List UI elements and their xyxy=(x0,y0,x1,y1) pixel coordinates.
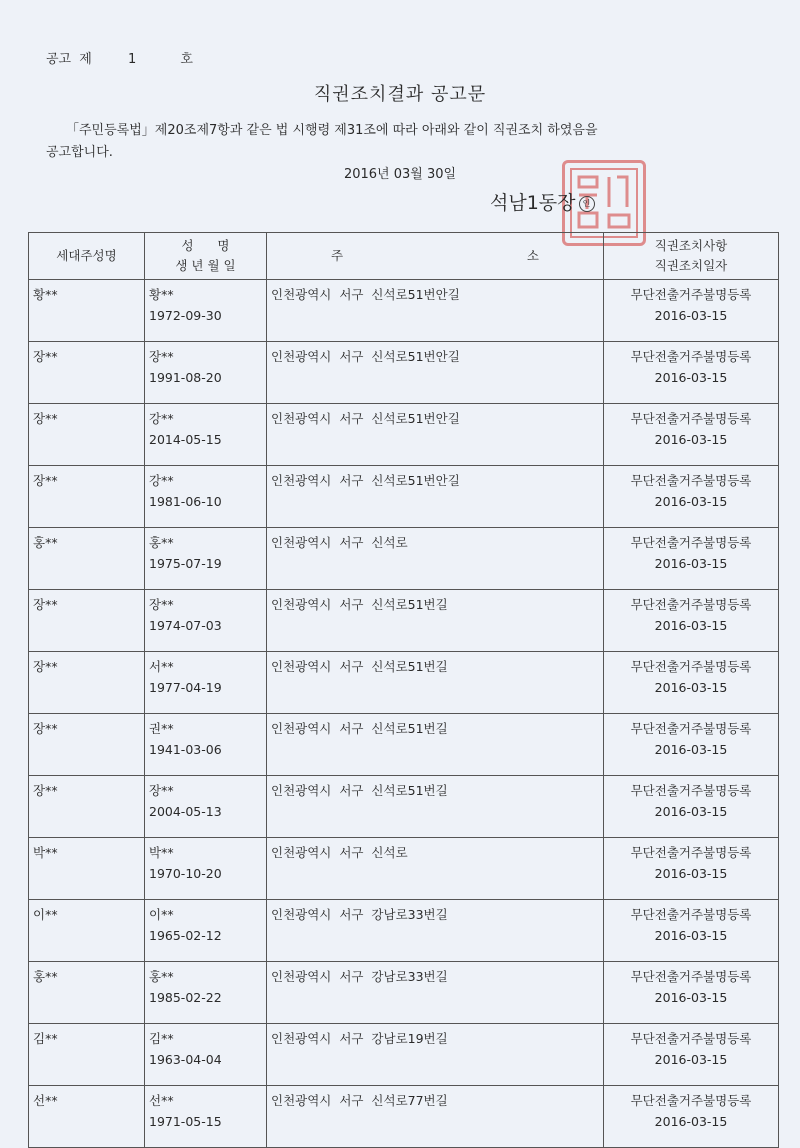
birth-date: 1970-10-20 xyxy=(149,866,222,881)
member-name: 홍** xyxy=(149,969,174,984)
action-item: 무단전출거주불명등록 xyxy=(630,597,752,612)
birth-date: 1963-04-04 xyxy=(149,1052,222,1067)
action-cell xyxy=(604,466,779,528)
header-household: 세대주성명 xyxy=(29,233,145,280)
household-name: 김** xyxy=(33,1031,58,1046)
header-address-right: 소 xyxy=(526,248,539,263)
household-name: 장** xyxy=(33,721,58,736)
household-name: 선** xyxy=(33,1093,58,1108)
notice-date: 2016년 03월 30일 xyxy=(343,167,457,182)
table-row xyxy=(29,404,779,466)
header-address-left: 주 xyxy=(331,248,344,263)
member-name: 강** xyxy=(149,473,174,488)
address-text: 인천광역시 서구 신석로51번안길 xyxy=(271,411,460,426)
notice-number: 1 xyxy=(127,52,137,67)
action-date: 2016-03-15 xyxy=(654,742,728,757)
action-cell xyxy=(604,776,779,838)
header-action-date: 직권조치일자 xyxy=(654,258,728,273)
household-cell xyxy=(29,342,145,404)
header-name: 성 명 xyxy=(181,238,230,253)
member-name: 장** xyxy=(149,783,174,798)
action-item: 무단전출거주불명등록 xyxy=(630,349,752,364)
action-item: 무단전출거주불명등록 xyxy=(630,287,752,302)
address-text: 인천광역시 서구 신석로51번안길 xyxy=(271,349,460,364)
name-birth-cell xyxy=(145,590,267,652)
birth-date: 1985-02-22 xyxy=(149,990,222,1005)
header-birth: 생 년 월 일 xyxy=(175,258,236,273)
action-item: 무단전출거주불명등록 xyxy=(630,1031,752,1046)
member-name: 서** xyxy=(149,659,174,674)
action-date: 2016-03-15 xyxy=(654,680,728,695)
address-cell xyxy=(267,280,604,342)
address-cell xyxy=(267,590,604,652)
table-row xyxy=(29,962,779,1024)
address-text: 인천광역시 서구 신석로51번길 xyxy=(271,597,448,612)
table-row xyxy=(29,838,779,900)
header-address xyxy=(267,233,604,280)
table-row xyxy=(29,1086,779,1148)
household-cell xyxy=(29,1024,145,1086)
action-date: 2016-03-15 xyxy=(654,370,728,385)
action-cell xyxy=(604,838,779,900)
address-text: 인천광역시 서구 신석로51번길 xyxy=(271,659,448,674)
action-item: 무단전출거주불명등록 xyxy=(630,907,752,922)
action-cell xyxy=(604,1024,779,1086)
table-row xyxy=(29,776,779,838)
household-cell xyxy=(29,1086,145,1148)
table-row xyxy=(29,590,779,652)
address-cell xyxy=(267,962,604,1024)
address-text: 인천광역시 서구 강남로33번길 xyxy=(271,969,448,984)
member-name: 김** xyxy=(149,1031,174,1046)
name-birth-cell xyxy=(145,714,267,776)
member-name: 선** xyxy=(149,1093,174,1108)
household-name: 박** xyxy=(33,845,58,860)
address-cell xyxy=(267,838,604,900)
notice-body-line1: 「주민등록법」제20조제7항과 같은 법 시행령 제31조에 따라 아래와 같이 직권조치 하였음을 xyxy=(66,123,598,138)
name-birth-cell xyxy=(145,776,267,838)
household-name: 장** xyxy=(33,349,58,364)
action-date: 2016-03-15 xyxy=(654,990,728,1005)
birth-date: 2004-05-13 xyxy=(149,804,222,819)
notice-prefix: 공고 제 xyxy=(46,52,92,67)
action-cell xyxy=(604,280,779,342)
action-date: 2016-03-15 xyxy=(654,1052,728,1067)
header-name-birth xyxy=(145,233,267,280)
address-text: 인천광역시 서구 신석로77번길 xyxy=(271,1093,448,1108)
household-cell xyxy=(29,404,145,466)
address-text: 인천광역시 서구 강남로19번길 xyxy=(271,1031,448,1046)
household-cell xyxy=(29,280,145,342)
household-name: 장** xyxy=(33,659,58,674)
action-cell xyxy=(604,342,779,404)
notice-suffix: 호 xyxy=(180,52,193,67)
birth-date: 1941-03-06 xyxy=(149,742,222,757)
name-birth-cell xyxy=(145,652,267,714)
action-cell xyxy=(604,590,779,652)
household-cell xyxy=(29,528,145,590)
table-header-row xyxy=(29,233,779,280)
household-name: 장** xyxy=(33,473,58,488)
table-row xyxy=(29,528,779,590)
name-birth-cell xyxy=(145,466,267,528)
table-row xyxy=(29,342,779,404)
household-name: 이** xyxy=(33,907,58,922)
action-item: 무단전출거주불명등록 xyxy=(630,473,752,488)
table-row xyxy=(29,466,779,528)
action-item: 무단전출거주불명등록 xyxy=(630,659,752,674)
notice-body xyxy=(46,120,746,164)
table-row xyxy=(29,652,779,714)
action-date: 2016-03-15 xyxy=(654,928,728,943)
table-row xyxy=(29,900,779,962)
document-title: 직권조치결과 공고문 xyxy=(313,84,487,105)
household-cell xyxy=(29,900,145,962)
action-date: 2016-03-15 xyxy=(654,804,728,819)
address-text: 인천광역시 서구 신석로51번안길 xyxy=(271,473,460,488)
address-cell xyxy=(267,776,604,838)
household-cell xyxy=(29,838,145,900)
birth-date: 2014-05-15 xyxy=(149,432,222,447)
name-birth-cell xyxy=(145,342,267,404)
action-item: 무단전출거주불명등록 xyxy=(630,845,752,860)
header-action-item: 직권조치사항 xyxy=(654,238,728,253)
household-cell xyxy=(29,590,145,652)
name-birth-cell xyxy=(145,404,267,466)
birth-date: 1981-06-10 xyxy=(149,494,222,509)
action-cell xyxy=(604,652,779,714)
household-cell xyxy=(29,466,145,528)
address-cell xyxy=(267,714,604,776)
member-name: 황** xyxy=(149,287,174,302)
signer-name: 석남1동장 xyxy=(490,192,576,214)
address-text: 인천광역시 서구 신석로51번안길 xyxy=(271,287,460,302)
address-cell xyxy=(267,342,604,404)
action-item: 무단전출거주불명등록 xyxy=(630,721,752,736)
action-item: 무단전출거주불명등록 xyxy=(630,411,752,426)
action-date: 2016-03-15 xyxy=(654,618,728,633)
notice-number-line xyxy=(46,48,193,67)
household-cell xyxy=(29,776,145,838)
action-date: 2016-03-15 xyxy=(654,432,728,447)
birth-date: 1974-07-03 xyxy=(149,618,222,633)
birth-date: 1975-07-19 xyxy=(149,556,222,571)
name-birth-cell xyxy=(145,838,267,900)
action-date: 2016-03-15 xyxy=(654,494,728,509)
member-name: 장** xyxy=(149,349,174,364)
birth-date: 1971-05-15 xyxy=(149,1114,222,1129)
address-cell xyxy=(267,1086,604,1148)
household-cell xyxy=(29,962,145,1024)
action-date: 2016-03-15 xyxy=(654,1114,728,1129)
address-text: 인천광역시 서구 신석로 xyxy=(271,845,408,860)
notice-body-line2: 공고합니다. xyxy=(46,145,113,160)
household-name: 홍** xyxy=(33,969,58,984)
birth-date: 1965-02-12 xyxy=(149,928,222,943)
table-row xyxy=(29,280,779,342)
address-text: 인천광역시 서구 신석로 xyxy=(271,535,408,550)
address-cell xyxy=(267,900,604,962)
action-date: 2016-03-15 xyxy=(654,866,728,881)
household-name: 황** xyxy=(33,287,58,302)
household-name: 홍** xyxy=(33,535,58,550)
address-cell xyxy=(267,404,604,466)
name-birth-cell xyxy=(145,962,267,1024)
member-name: 홍** xyxy=(149,535,174,550)
action-item: 무단전출거주불명등록 xyxy=(630,535,752,550)
header-action xyxy=(604,233,779,280)
address-text: 인천광역시 서구 강남로33번길 xyxy=(271,907,448,922)
household-cell xyxy=(29,714,145,776)
action-item: 무단전출거주불명등록 xyxy=(630,783,752,798)
table-row xyxy=(29,714,779,776)
signer-line xyxy=(490,188,595,215)
birth-date: 1991-08-20 xyxy=(149,370,222,385)
member-name: 권** xyxy=(149,721,174,736)
birth-date: 1977-04-19 xyxy=(149,680,222,695)
address-cell xyxy=(267,1024,604,1086)
address-cell xyxy=(267,652,604,714)
address-text: 인천광역시 서구 신석로51번길 xyxy=(271,783,448,798)
action-cell xyxy=(604,714,779,776)
action-item: 무단전출거주불명등록 xyxy=(630,969,752,984)
action-cell xyxy=(604,404,779,466)
action-date: 2016-03-15 xyxy=(654,556,728,571)
action-date: 2016-03-15 xyxy=(654,308,728,323)
name-birth-cell xyxy=(145,1024,267,1086)
name-birth-cell xyxy=(145,1086,267,1148)
action-cell xyxy=(604,528,779,590)
household-name: 장** xyxy=(33,411,58,426)
address-text: 인천광역시 서구 신석로51번길 xyxy=(271,721,448,736)
name-birth-cell xyxy=(145,528,267,590)
member-name: 박** xyxy=(149,845,174,860)
seal-placeholder: 인 xyxy=(579,196,595,212)
member-name: 강** xyxy=(149,411,174,426)
address-cell xyxy=(267,466,604,528)
action-cell xyxy=(604,962,779,1024)
member-name: 장** xyxy=(149,597,174,612)
name-birth-cell xyxy=(145,280,267,342)
household-cell xyxy=(29,652,145,714)
member-name: 이** xyxy=(149,907,174,922)
action-result-table xyxy=(28,232,779,1148)
table-row xyxy=(29,1024,779,1086)
birth-date: 1972-09-30 xyxy=(149,308,222,323)
address-cell xyxy=(267,528,604,590)
action-cell xyxy=(604,1086,779,1148)
household-name: 장** xyxy=(33,597,58,612)
name-birth-cell xyxy=(145,900,267,962)
action-item: 무단전출거주불명등록 xyxy=(630,1093,752,1108)
household-name: 장** xyxy=(33,783,58,798)
action-cell xyxy=(604,900,779,962)
